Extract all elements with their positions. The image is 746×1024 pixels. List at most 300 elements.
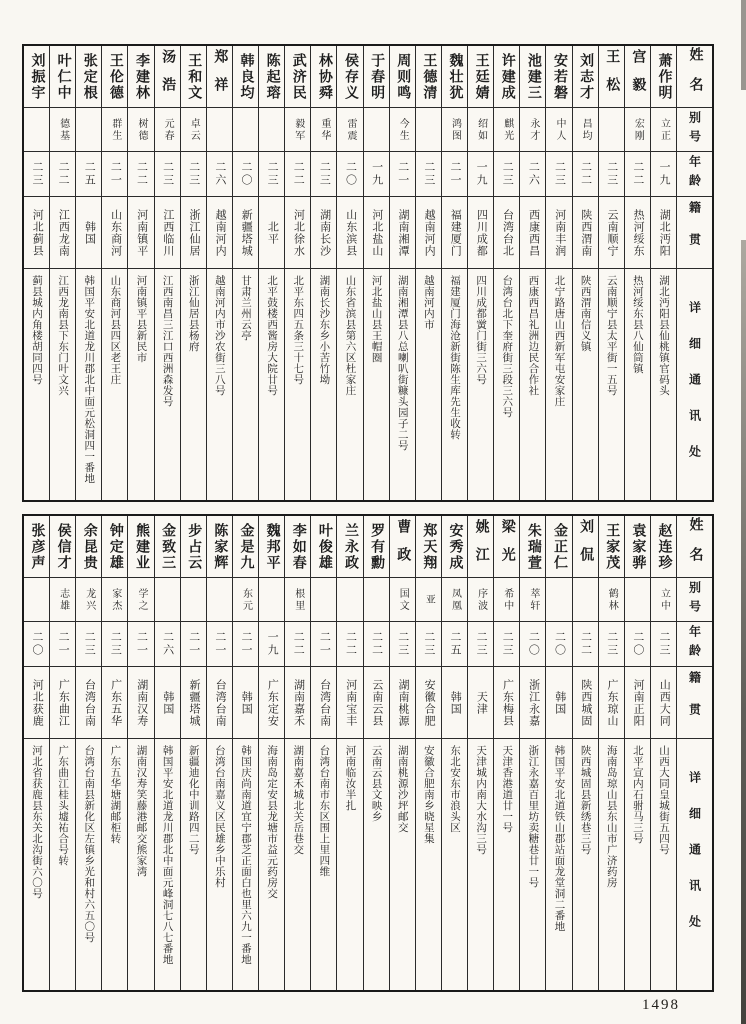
entry-address: 浙江永嘉百里坊卖糖巷廿一号 (527, 745, 539, 888)
entry-column (624, 516, 650, 990)
entry-name: 叶俊雄 (311, 516, 336, 578)
entry-name: 郑祥 (207, 46, 232, 108)
entry-age: 二三 (259, 152, 284, 197)
entry-native: 广东梅县 (494, 667, 519, 739)
entry-native: 韩国 (442, 667, 467, 739)
entry-name: 金是九 (233, 516, 258, 578)
entry-age: 二一 (128, 622, 153, 667)
entry-native: 台湾台南 (311, 667, 336, 739)
entry-column (624, 46, 650, 500)
entry-column (49, 516, 75, 990)
entry-age: 二三 (651, 622, 676, 667)
entry-alias: 志雄 (50, 578, 75, 622)
entry-alias (155, 578, 180, 622)
table-header-column (676, 46, 712, 500)
entry-native: 广东琼山 (599, 667, 624, 739)
entry-age: 二二 (573, 622, 598, 667)
entry-native: 北平 (259, 197, 284, 269)
entry-address: 山东商河县四区老王庄 (109, 275, 121, 385)
entry-name: 林协舜 (311, 46, 336, 108)
entry-address: 河北省获鹿县东关北沟街六〇号 (30, 745, 42, 899)
entry-alias (259, 578, 284, 622)
entry-address: 四川成都黉门街三六号 (475, 275, 487, 385)
entry-age: 二三 (416, 622, 441, 667)
entry-name: 金正仁 (546, 516, 571, 578)
entry-column (127, 46, 153, 500)
entry-address: 福建厦门海沧新街陈生库先生收转 (448, 275, 460, 440)
entry-name: 王廷婧 (468, 46, 493, 108)
entry-alias: 今生 (390, 108, 415, 152)
entry-native: 云南云县 (364, 667, 389, 739)
entry-name: 宫毅 (625, 46, 650, 108)
entry-column (310, 46, 336, 500)
entry-age: 二三 (494, 152, 519, 197)
entry-name: 钟定雄 (102, 516, 127, 578)
entry-alias: 毅军 (285, 108, 310, 152)
entry-address: 湖南嘉禾城北关岳巷交 (292, 745, 304, 855)
entry-address: 西康西昌礼洲边民合作社 (527, 275, 539, 396)
entry-alias: 元春 (155, 108, 180, 152)
entry-alias: 家杰 (102, 578, 127, 622)
entry-address: 海南岛定安县龙塘市益元药房交 (266, 745, 278, 899)
entry-name: 魏壮犹 (442, 46, 467, 108)
entry-alias: 绍如 (468, 108, 493, 152)
entry-alias: 永才 (520, 108, 545, 152)
entry-native: 湖南桃源 (390, 667, 415, 739)
entry-column (180, 516, 206, 990)
header-alias: 别号 (677, 578, 712, 622)
entry-age: 二三 (416, 152, 441, 197)
entry-name: 陈家辉 (207, 516, 232, 578)
entry-column (363, 46, 389, 500)
entry-age: 一九 (364, 152, 389, 197)
entry-address: 陕西城固县新绣巷三号 (579, 745, 591, 855)
entry-native: 热河绥东 (625, 197, 650, 269)
entry-name: 步占云 (181, 516, 206, 578)
entry-alias: 萃轩 (520, 578, 545, 622)
entry-alias: 重华 (311, 108, 336, 152)
entry-alias (364, 108, 389, 152)
entry-address: 湖北沔阳县仙桃镇官码头 (657, 275, 669, 396)
entry-alias (207, 578, 232, 622)
entry-address: 北平宣内石驸马三号 (631, 745, 643, 844)
entry-native: 山东商河 (102, 197, 127, 269)
entry-name: 安秀成 (442, 516, 467, 578)
entry-address: 热河绥东县八仙筒镇 (631, 275, 643, 374)
entry-name: 王和文 (181, 46, 206, 108)
entry-age: 二〇 (520, 622, 545, 667)
entry-column (598, 516, 624, 990)
entry-native: 湖南汉寿 (128, 667, 153, 739)
entry-age: 二一 (233, 622, 258, 667)
entry-column (127, 516, 153, 990)
entry-address: 山东省滨县第六区杜家庄 (344, 275, 356, 396)
entry-name: 余昆贵 (76, 516, 101, 578)
entry-column (180, 46, 206, 500)
entry-alias (181, 578, 206, 622)
entry-age: 二一 (442, 152, 467, 197)
entry-alias (24, 578, 49, 622)
entry-age: 二三 (494, 622, 519, 667)
entry-column (545, 46, 571, 500)
entry-column (75, 46, 101, 500)
entry-age: 二〇 (625, 622, 650, 667)
table-header-column (676, 516, 712, 990)
entry-alias: 鸿图 (442, 108, 467, 152)
entry-age: 二三 (311, 152, 336, 197)
entry-alias: 鹤林 (599, 578, 624, 622)
entry-name: 朱瑞萱 (520, 516, 545, 578)
entry-alias: 凤凰 (442, 578, 467, 622)
entry-address: 北平东四五条三十七号 (292, 275, 304, 385)
entry-native: 台湾台北 (494, 197, 519, 269)
entry-age: 二三 (181, 152, 206, 197)
entry-native: 湖南嘉禾 (285, 667, 310, 739)
entry-age: 二三 (468, 622, 493, 667)
entry-age: 二二 (625, 152, 650, 197)
entry-alias: 树德 (128, 108, 153, 152)
entry-age: 二〇 (337, 152, 362, 197)
entry-column (441, 46, 467, 500)
entry-native: 湖南长沙 (311, 197, 336, 269)
entry-native: 陕西渭南 (573, 197, 598, 269)
entry-native: 河南宝丰 (337, 667, 362, 739)
entry-address: 台湾台南县新化区左镇乡光和村六五〇号 (83, 745, 95, 943)
entry-name: 于春明 (364, 46, 389, 108)
entry-name: 袁家骅 (625, 516, 650, 578)
entry-age: 二三 (390, 622, 415, 667)
entry-column (206, 46, 232, 500)
entry-native: 浙江仙居 (181, 197, 206, 269)
entry-native: 河南镇平 (128, 197, 153, 269)
entry-address: 甘肃兰州云亭 (239, 275, 251, 341)
entry-name: 兰永政 (337, 516, 362, 578)
entry-column (441, 516, 467, 990)
entry-age: 一九 (259, 622, 284, 667)
entry-alias (573, 578, 598, 622)
top-directory-table (22, 44, 714, 502)
entry-address: 韩国平安北道龙川郡北中面元峰洞七八七番地 (161, 745, 173, 965)
entry-age: 二一 (102, 152, 127, 197)
entry-address: 台湾台南市东区围上里四维 (318, 745, 330, 877)
entry-column (519, 516, 545, 990)
header-name: 姓名 (677, 46, 712, 108)
entry-address: 云南云县文映乡 (370, 745, 382, 822)
entry-alias (311, 578, 336, 622)
entry-address: 天津香港道廿一号 (501, 745, 513, 833)
entry-column (258, 46, 284, 500)
entry-native: 湖北沔阳 (651, 197, 676, 269)
entry-native: 越南河内 (207, 197, 232, 269)
entry-address: 湖南汉寿笑藤港邮交熊家湾 (135, 745, 147, 877)
entry-alias: 中人 (546, 108, 571, 152)
entry-native: 河南正阳 (625, 667, 650, 739)
entry-name: 曹政 (390, 516, 415, 578)
entry-name: 许建成 (494, 46, 519, 108)
entry-column (519, 46, 545, 500)
entry-column (650, 516, 676, 990)
entry-alias: 龙兴 (76, 578, 101, 622)
entry-column (24, 46, 49, 500)
entry-address: 河南镇平县新民市 (135, 275, 147, 363)
entry-alias (416, 108, 441, 152)
entry-name: 周则鸣 (390, 46, 415, 108)
entry-column (467, 516, 493, 990)
entry-age: 二〇 (233, 152, 258, 197)
entry-native: 山西大同 (651, 667, 676, 739)
entry-address: 广东五华塘湖邮柜转 (109, 745, 121, 844)
entry-name: 王德清 (416, 46, 441, 108)
entry-alias: 国文 (390, 578, 415, 622)
entry-age: 二一 (390, 152, 415, 197)
entry-age: 二二 (337, 622, 362, 667)
entry-alias (76, 108, 101, 152)
entry-column (24, 516, 49, 990)
entry-name: 刘振宇 (24, 46, 49, 108)
scan-edge-artifact (741, 0, 746, 90)
entry-native: 浙江永嘉 (520, 667, 545, 739)
entry-name: 侯信才 (50, 516, 75, 578)
entry-column (545, 516, 571, 990)
entry-name: 张定根 (76, 46, 101, 108)
entry-name: 魏邦平 (259, 516, 284, 578)
entry-name: 熊建业 (128, 516, 153, 578)
entry-native: 河南丰润 (546, 197, 571, 269)
entry-address: 江西南昌三江口西洲森发号 (161, 275, 173, 407)
entry-name: 叶仁中 (50, 46, 75, 108)
entry-native: 韩国 (546, 667, 571, 739)
entry-name: 梁光 (494, 516, 519, 578)
entry-alias (364, 578, 389, 622)
entry-alias (599, 108, 624, 152)
entry-alias: 立正 (651, 108, 676, 152)
entry-name: 罗有勳 (364, 516, 389, 578)
entry-address: 海南岛琼山县东山市广济药房 (605, 745, 617, 888)
entry-alias: 亚 (416, 578, 441, 622)
entry-column (363, 516, 389, 990)
entry-column (232, 46, 258, 500)
entry-age: 一九 (468, 152, 493, 197)
entry-native: 韩国 (233, 667, 258, 739)
entry-address: 越南河内市沙农街三八号 (213, 275, 225, 396)
entry-name: 郑天翔 (416, 516, 441, 578)
entry-native: 云南顺宁 (599, 197, 624, 269)
entry-name: 武济民 (285, 46, 310, 108)
entry-address: 陕西渭南信义镇 (579, 275, 591, 352)
entry-name: 李如春 (285, 516, 310, 578)
entry-address: 韩国平安北道龙川郡北中面元松洞四一番地 (83, 275, 95, 484)
entry-native: 湖南湘潭 (390, 197, 415, 269)
entry-column (467, 46, 493, 500)
entry-native: 河北获鹿 (24, 667, 49, 739)
entry-name: 张彦声 (24, 516, 49, 578)
entry-name: 侯存义 (337, 46, 362, 108)
entry-name: 刘志才 (573, 46, 598, 108)
entry-age: 二三 (599, 152, 624, 197)
entry-address: 新疆迪化中训路四二号 (187, 745, 199, 855)
entry-age: 二二 (364, 622, 389, 667)
page-number: 1498 (642, 997, 680, 1013)
entry-address: 湖南湘潭县八总喇叭街糠头园子二号 (396, 275, 408, 451)
entry-native: 广东定安 (259, 667, 284, 739)
entry-native: 四川成都 (468, 197, 493, 269)
entry-age: 二六 (520, 152, 545, 197)
entry-alias (259, 108, 284, 152)
entry-address: 云南顺宁县太平街一五号 (605, 275, 617, 396)
entry-address: 湖南桃源沙坪邮交 (396, 745, 408, 833)
entry-alias (546, 578, 571, 622)
entry-alias: 雷震 (337, 108, 362, 152)
entry-column (650, 46, 676, 500)
entry-native: 江西临川 (155, 197, 180, 269)
entry-age: 二二 (573, 152, 598, 197)
entry-alias: 麒光 (494, 108, 519, 152)
entry-column (336, 46, 362, 500)
entry-address: 广东曲江桂头墟祐合号转 (57, 745, 69, 866)
header-name: 姓名 (677, 516, 712, 578)
entry-native: 台湾台南 (76, 667, 101, 739)
entry-column (415, 46, 441, 500)
entry-age: 二二 (285, 622, 310, 667)
entry-age: 二二 (50, 152, 75, 197)
entry-alias: 卓云 (181, 108, 206, 152)
entry-name: 李建林 (128, 46, 153, 108)
entry-column (154, 46, 180, 500)
header-native: 籍贯 (677, 197, 712, 269)
entry-name: 池建三 (520, 46, 545, 108)
entry-address: 东北安东市浪头区 (448, 745, 460, 833)
entry-column (572, 46, 598, 500)
entry-alias: 序波 (468, 578, 493, 622)
entry-name: 金致三 (155, 516, 180, 578)
entry-age: 二三 (155, 152, 180, 197)
entry-age: 二三 (546, 152, 571, 197)
entry-alias: 东元 (233, 578, 258, 622)
entry-alias: 昌均 (573, 108, 598, 152)
entry-native: 新疆塔城 (181, 667, 206, 739)
entry-name: 陈起瑢 (259, 46, 284, 108)
entry-name: 王家茂 (599, 516, 624, 578)
entry-column (154, 516, 180, 990)
entry-alias: 德基 (50, 108, 75, 152)
entry-native: 台湾台南 (207, 667, 232, 739)
entry-name: 韩良均 (233, 46, 258, 108)
entry-name: 赵连珍 (651, 516, 676, 578)
entry-column (258, 516, 284, 990)
entry-column (572, 516, 598, 990)
entry-alias: 立中 (651, 578, 676, 622)
entry-alias (337, 578, 362, 622)
entry-age: 二五 (442, 622, 467, 667)
entry-alias (207, 108, 232, 152)
entry-column (75, 516, 101, 990)
entry-column (206, 516, 232, 990)
entry-age: 二〇 (546, 622, 571, 667)
entry-address: 台湾台北下奎府街三段三六号 (501, 275, 513, 418)
entry-alias: 根里 (285, 578, 310, 622)
entry-age: 二一 (207, 622, 232, 667)
entry-address: 河南临汝半扎 (344, 745, 356, 811)
entry-native: 山东滨县 (337, 197, 362, 269)
entry-alias: 宏刚 (625, 108, 650, 152)
entry-age: 二一 (50, 622, 75, 667)
entry-age: 二六 (155, 622, 180, 667)
entry-age: 二二 (285, 152, 310, 197)
entry-age: 二三 (76, 622, 101, 667)
entry-alias (625, 578, 650, 622)
entry-native: 天津 (468, 667, 493, 739)
entry-age: 二二 (128, 152, 153, 197)
scan-edge-artifact (741, 240, 746, 1024)
entry-address: 湖南长沙东乡小苦竹坳 (318, 275, 330, 385)
entry-native: 新疆塔城 (233, 197, 258, 269)
entry-age: 二一 (311, 622, 336, 667)
entry-column (415, 516, 441, 990)
entry-column (493, 516, 519, 990)
header-alias: 别号 (677, 108, 712, 152)
entry-column (284, 46, 310, 500)
entry-address: 山西大同皇城街五四号 (657, 745, 669, 855)
entry-age: 二三 (24, 152, 49, 197)
entry-alias: 希中 (494, 578, 519, 622)
entry-column (284, 516, 310, 990)
header-age: 年龄 (677, 622, 712, 667)
entry-native: 河北盐山 (364, 197, 389, 269)
entry-address: 韩国平安北道铁山郡站面龙堂洞二番地 (553, 745, 565, 932)
entry-column (598, 46, 624, 500)
entry-age: 二六 (207, 152, 232, 197)
entry-address: 江西龙南县下东门叶文兴 (57, 275, 69, 396)
entry-alias (233, 108, 258, 152)
entry-column (101, 516, 127, 990)
entry-native: 安徽合肥 (416, 667, 441, 739)
header-address: 详细通讯处 (687, 771, 702, 951)
entry-address: 越南河内市 (422, 275, 434, 330)
entry-native: 陕西城固 (573, 667, 598, 739)
entry-native: 江西龙南 (50, 197, 75, 269)
entry-age: 二五 (76, 152, 101, 197)
entry-address: 河北盐山县王帽圈 (370, 275, 382, 363)
entry-age: 二三 (102, 622, 127, 667)
entry-native: 韩国 (76, 197, 101, 269)
entry-address: 安徽合肥南乡晓星集 (422, 745, 434, 844)
header-age: 年龄 (677, 152, 712, 197)
entry-native: 河北徐水 (285, 197, 310, 269)
entry-address: 韩国庆尚南道宜宁郡芝正面白也里六九一番地 (239, 745, 251, 965)
entry-alias: 群生 (102, 108, 127, 152)
entry-address: 北平鼓楼西酱房大院廿号 (266, 275, 278, 396)
entry-alias (24, 108, 49, 152)
entry-column (232, 516, 258, 990)
entry-name: 汤浩 (155, 46, 180, 108)
entry-name: 王松 (599, 46, 624, 108)
entry-address: 蓟县城内角楼胡同四号 (30, 275, 42, 385)
entry-column (389, 516, 415, 990)
entry-name: 王伦德 (102, 46, 127, 108)
entry-name: 萧作明 (651, 46, 676, 108)
entry-column (49, 46, 75, 500)
bottom-directory-table (22, 514, 714, 992)
entry-address: 台湾台南嘉义区民雄乡中乐村 (213, 745, 225, 888)
entry-native: 广东曲江 (50, 667, 75, 739)
entry-alias: 学之 (128, 578, 153, 622)
entry-age: 二三 (599, 622, 624, 667)
header-native: 籍贯 (677, 667, 712, 739)
entry-native: 越南河内 (416, 197, 441, 269)
entry-native: 福建厦门 (442, 197, 467, 269)
entry-native: 西康西昌 (520, 197, 545, 269)
entry-age: 二〇 (24, 622, 49, 667)
